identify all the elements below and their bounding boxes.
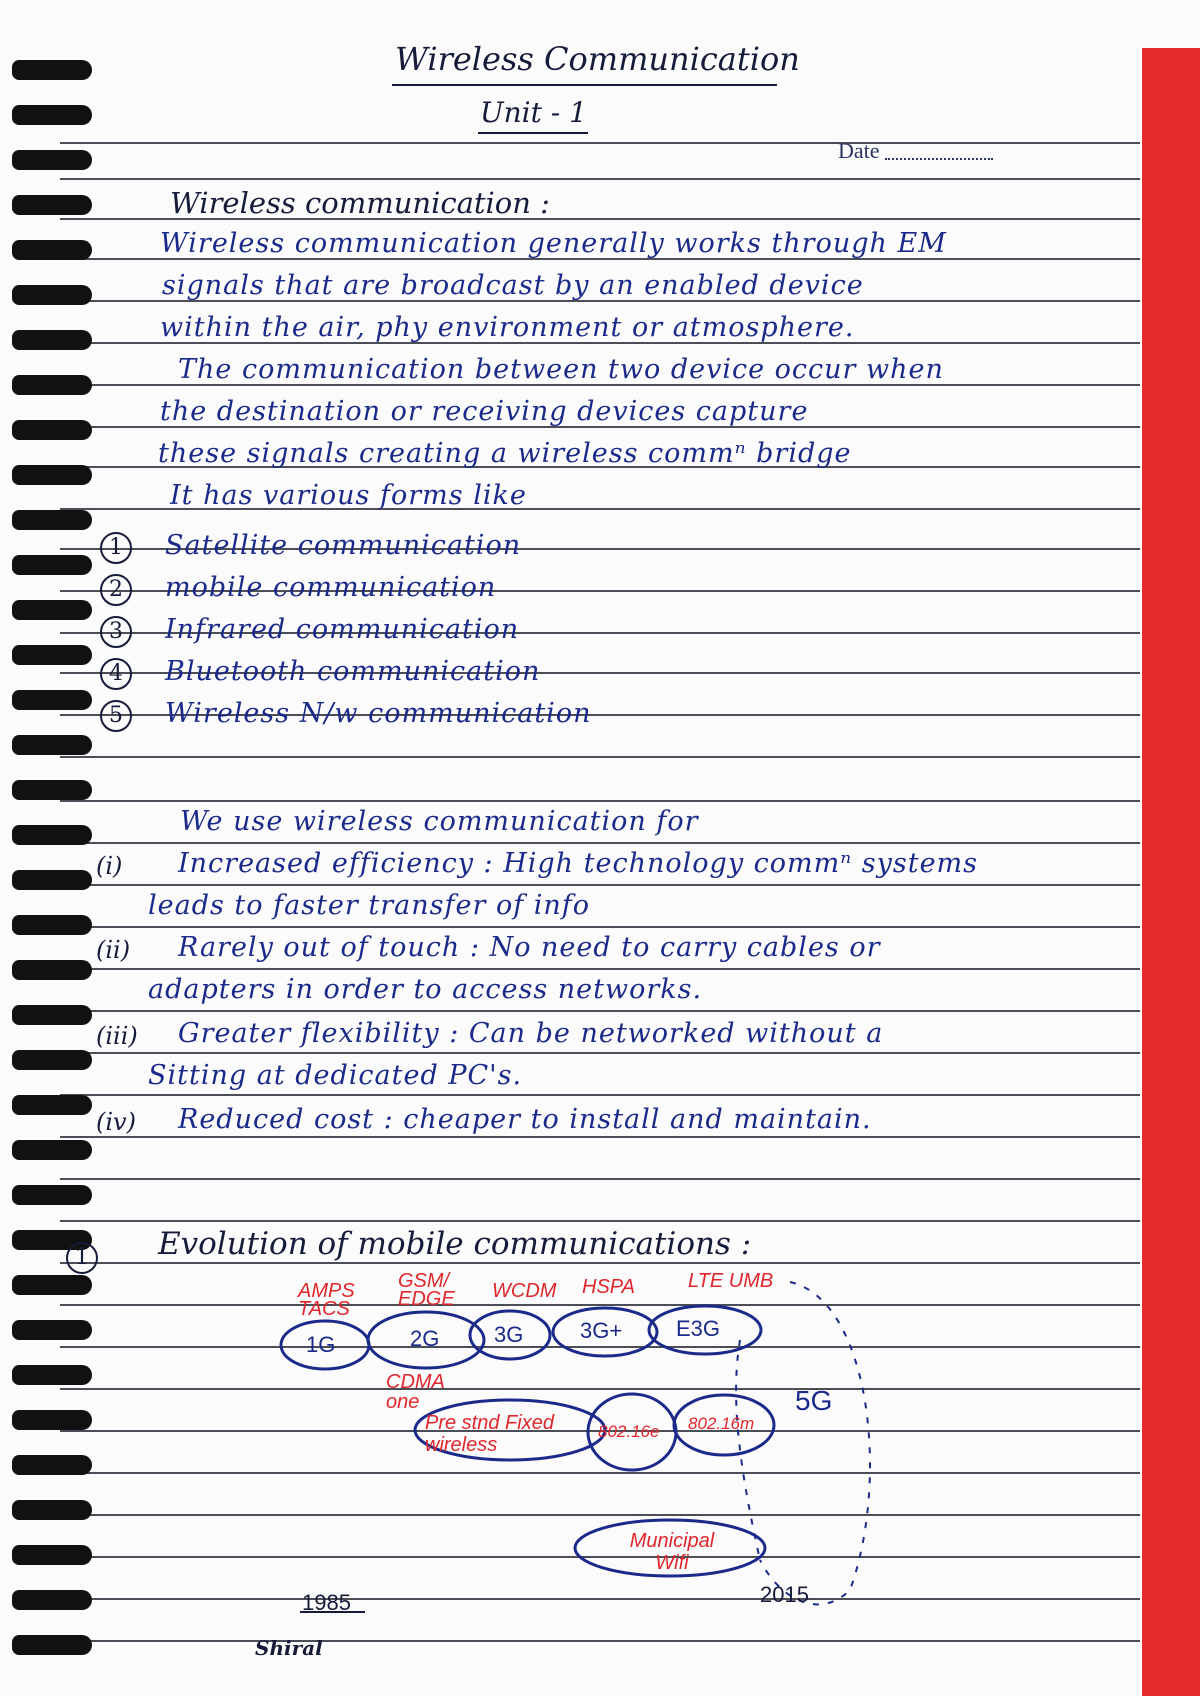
page-subject: Wireless Communication bbox=[395, 40, 800, 78]
year-end: 2015 bbox=[760, 1582, 809, 1607]
evolution-heading: Evolution of mobile communications : bbox=[158, 1226, 752, 1262]
form-item: mobile communication bbox=[165, 572, 497, 603]
label-lte: LTE UMB bbox=[688, 1270, 774, 1292]
use-number: (ii) bbox=[96, 936, 131, 964]
body-line: within the air, phy environment or atmosphere. bbox=[160, 312, 855, 343]
use-line: Reduced cost : cheaper to install and maintain. bbox=[178, 1104, 872, 1135]
label-amps: AMPS TACS bbox=[298, 1280, 355, 1320]
use-number: (i) bbox=[96, 852, 123, 880]
node-label-2g: 2G bbox=[410, 1326, 440, 1351]
label-802-16e: 802.16e bbox=[598, 1422, 660, 1441]
use-number: (iv) bbox=[96, 1108, 136, 1136]
evolution-number: 1 bbox=[66, 1242, 98, 1274]
node-label-1g: 1G bbox=[306, 1332, 336, 1357]
body-line: Wireless communication generally works through EM bbox=[160, 228, 947, 259]
group-label-5g: 5G bbox=[795, 1385, 833, 1416]
body-line: The communication between two device occur when bbox=[178, 354, 944, 385]
label-wcdm: WCDM bbox=[492, 1280, 557, 1302]
form-number: 5 bbox=[100, 700, 132, 732]
label-cdma: CDMA one bbox=[386, 1371, 445, 1413]
use-line: leads to faster transfer of info bbox=[148, 890, 591, 921]
label-802-16m: 802.16m bbox=[688, 1414, 755, 1433]
body-line: signals that are broadcast by an enabled device bbox=[162, 270, 864, 301]
use-line: adapters in order to access networks. bbox=[148, 974, 703, 1005]
body-line: these signals creating a wireless commⁿ bridge bbox=[158, 438, 852, 469]
label-municipal: Municipal Wifi bbox=[629, 1530, 715, 1574]
label-pre-standard: Pre stnd Fixed wireless bbox=[425, 1412, 554, 1456]
form-number: 3 bbox=[100, 616, 132, 648]
node-label-3g: 3G bbox=[494, 1322, 524, 1347]
form-item: Bluetooth communication bbox=[165, 656, 541, 687]
section-heading: Wireless communication : bbox=[170, 186, 550, 220]
year-start: 1985 bbox=[302, 1590, 351, 1615]
label-hspa: HSPA bbox=[582, 1276, 635, 1298]
use-line: Rarely out of touch : No need to carry cables or bbox=[178, 932, 881, 963]
use-line: Greater flexibility : Can be networked without a bbox=[178, 1018, 884, 1049]
form-item: Wireless N/w communication bbox=[165, 698, 592, 729]
form-item: Infrared communication bbox=[165, 614, 520, 645]
use-line: Increased efficiency : High technology commⁿ systems bbox=[178, 848, 979, 879]
unit-label: Unit - 1 bbox=[480, 96, 587, 129]
node-label-3g-plus: 3G+ bbox=[580, 1318, 623, 1343]
date-label: Date bbox=[838, 138, 880, 163]
footer-brand: Shiral bbox=[255, 1636, 323, 1660]
form-item: Satellite communication bbox=[165, 530, 522, 561]
form-number: 2 bbox=[100, 574, 132, 606]
use-line: Sitting at dedicated PC's. bbox=[148, 1060, 523, 1091]
label-gsm: GSM/ EDGE bbox=[398, 1270, 455, 1310]
uses-intro: We use wireless communication for bbox=[180, 806, 699, 837]
form-number: 1 bbox=[100, 532, 132, 564]
body-line: the destination or receiving devices capture bbox=[160, 396, 809, 427]
use-number: (iii) bbox=[96, 1022, 138, 1050]
node-label-e3g: E3G bbox=[676, 1316, 721, 1341]
5g-group-outline bbox=[736, 1282, 870, 1604]
form-number: 4 bbox=[100, 658, 132, 690]
body-line: It has various forms like bbox=[170, 480, 527, 511]
